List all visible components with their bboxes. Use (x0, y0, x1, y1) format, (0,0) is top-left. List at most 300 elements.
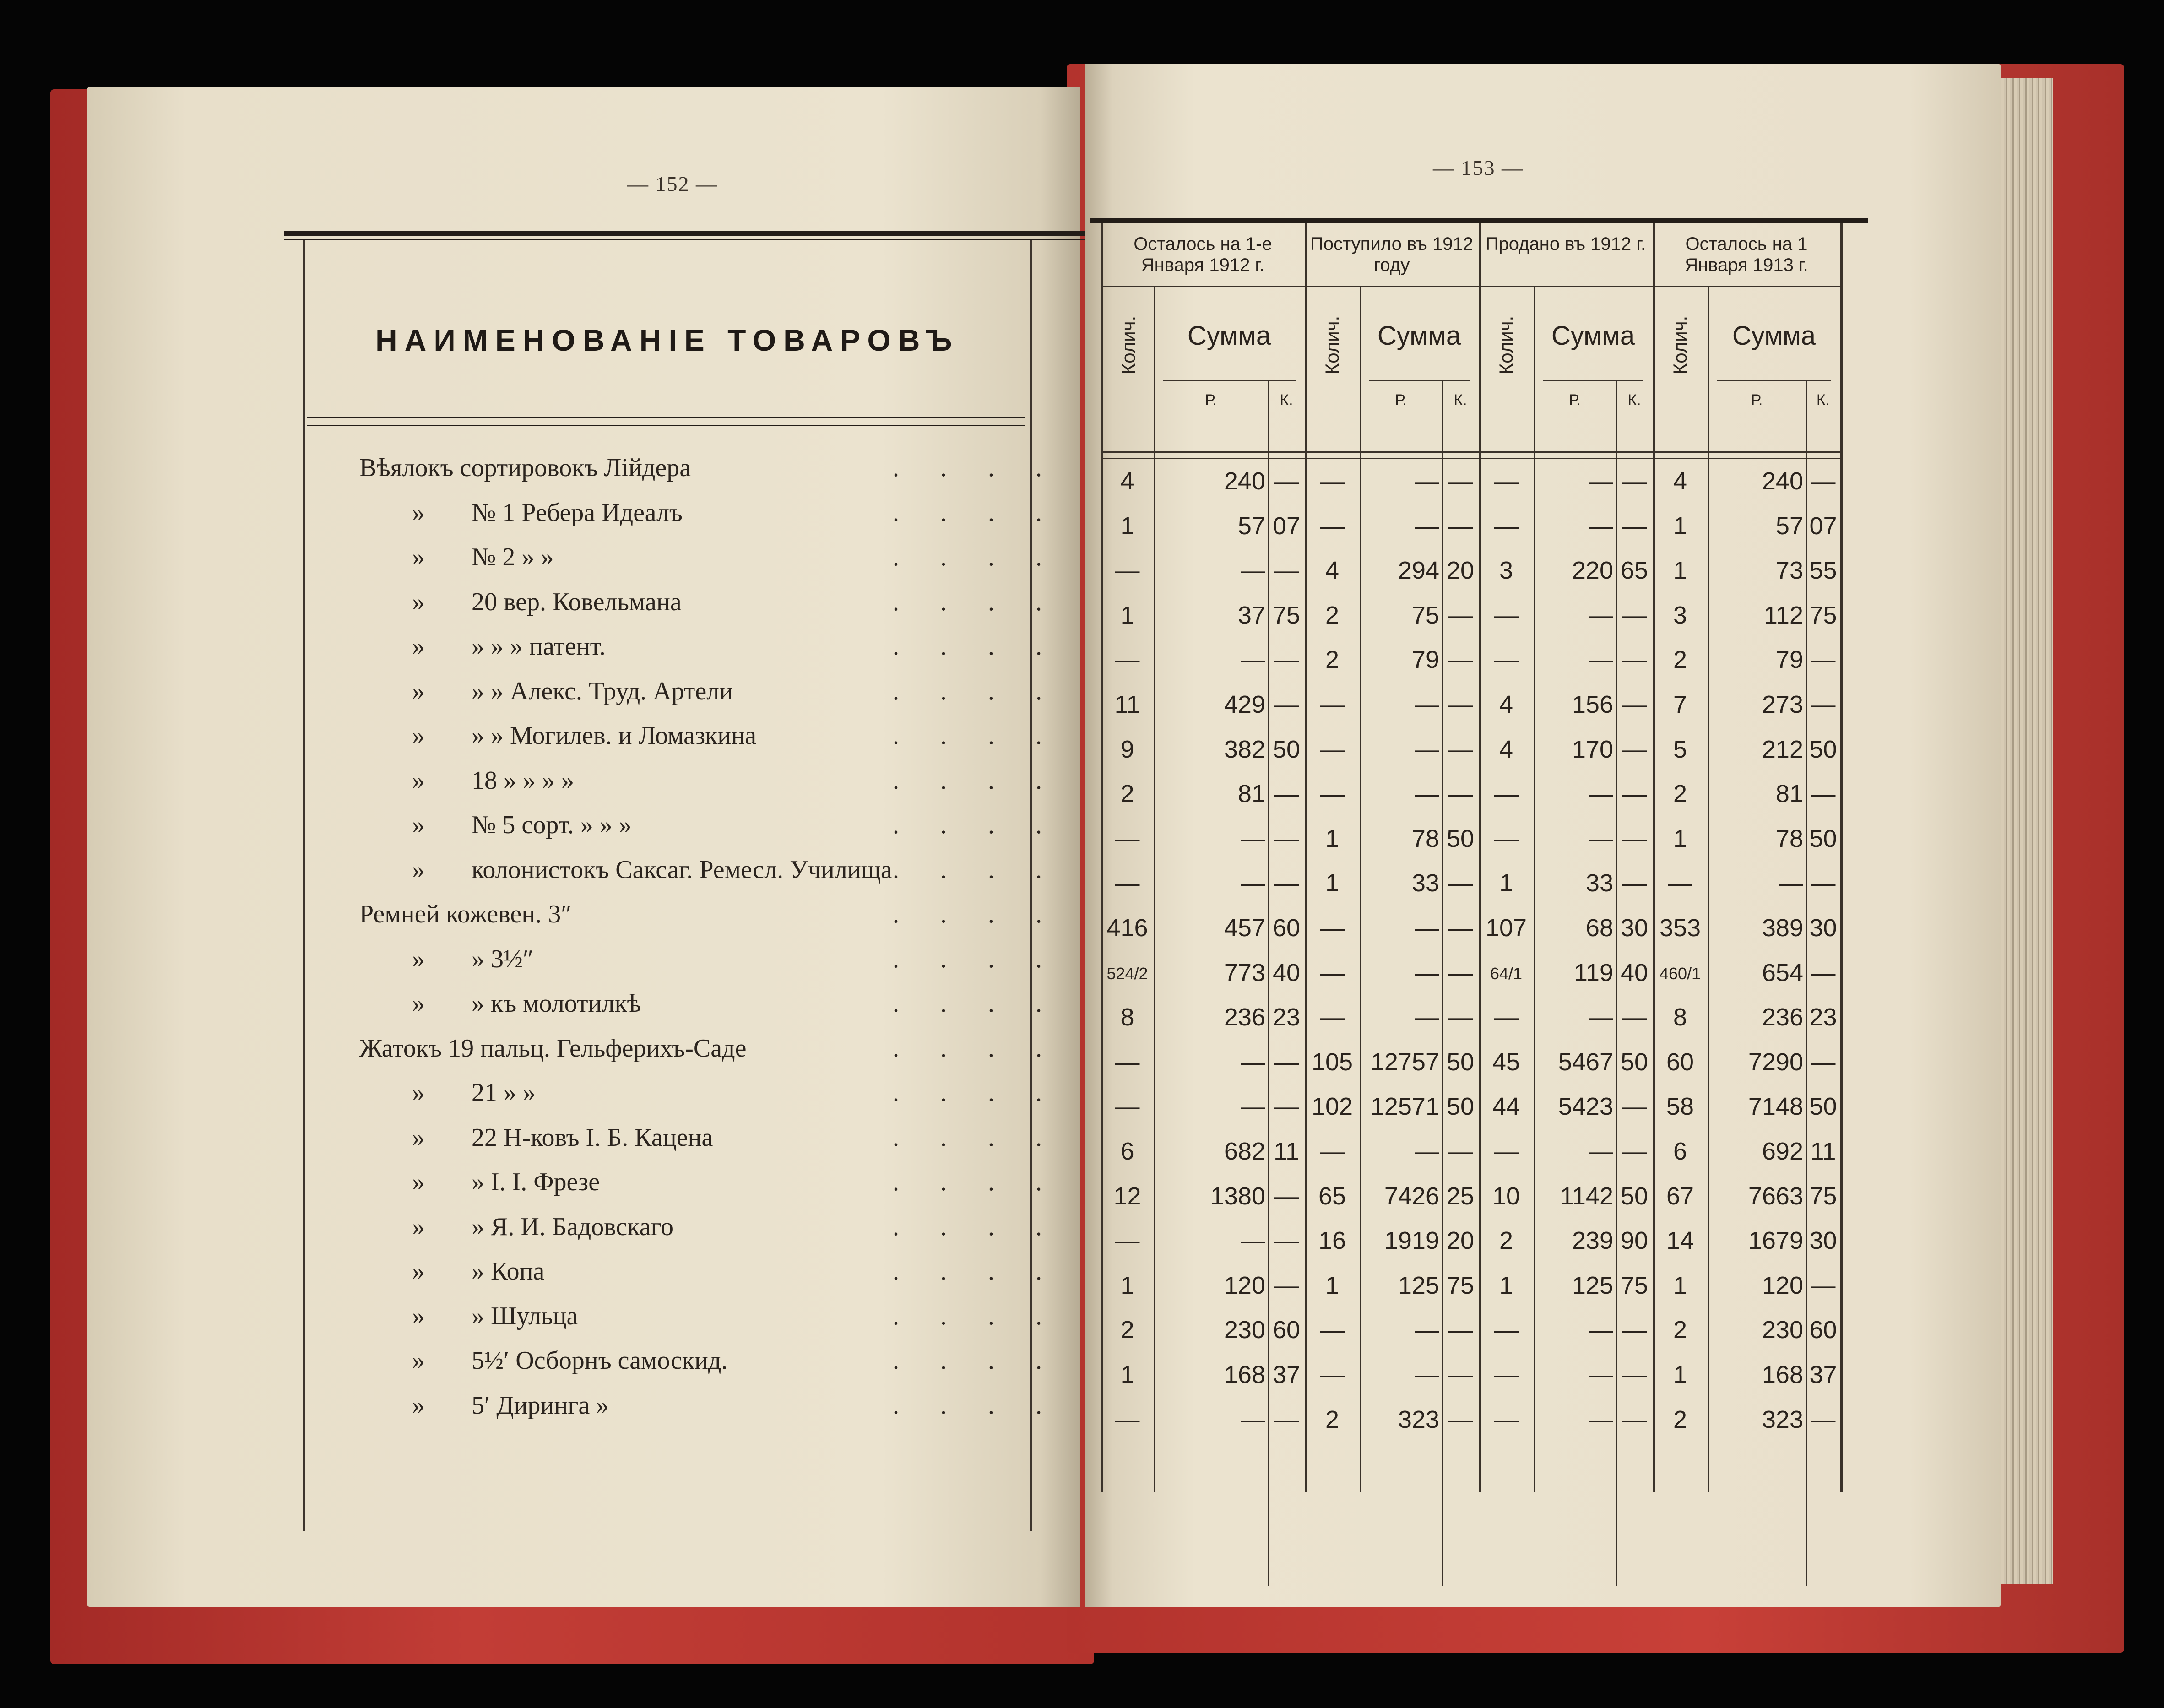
sum-kop-cell: 55 (1809, 557, 1837, 585)
sum-rub-cell: 79 (1775, 646, 1803, 674)
qty-cell: 1 (1120, 512, 1134, 540)
sum-rub-cell: — (1589, 467, 1613, 495)
sum-kop-cell: 37 (1809, 1361, 1837, 1388)
item-name: Жатокъ 19 пальц. Гельферихъ-Саде (359, 1034, 747, 1063)
qty-cell: — (1320, 1003, 1345, 1031)
qty-cell: 1 (1673, 824, 1687, 852)
qty-cell: 2 (1120, 1316, 1134, 1344)
sum-rub-cell: 78 (1775, 824, 1803, 852)
sum-rub-cell: — (1241, 1405, 1265, 1433)
qty-cell: 14 (1666, 1227, 1694, 1255)
qty-cell: — (1320, 959, 1345, 987)
qty-cell: — (1115, 1048, 1140, 1076)
sum-rub-cell: 168 (1224, 1361, 1265, 1388)
sum-kop-cell: 75 (1272, 601, 1301, 629)
qty-cell: 44 (1492, 1093, 1520, 1121)
leader-dots: . . . . (893, 855, 1059, 884)
sum-rub-cell: 220 (1572, 557, 1613, 585)
kop-header: К. (1280, 391, 1293, 409)
item-name: колонистокъ Саксаг. Ремесл. Училища (472, 855, 892, 884)
sum-rub-cell: 37 (1237, 601, 1265, 629)
sum-kop-cell: — (1622, 735, 1647, 763)
sum-kop-cell: — (1811, 1271, 1836, 1299)
sum-kop-cell: — (1448, 691, 1473, 718)
qty-cell: 58 (1666, 1093, 1694, 1121)
sum-kop-cell: 50 (1446, 1093, 1475, 1121)
header-bottom-line (1101, 451, 1840, 453)
sum-kop-cell: — (1622, 1405, 1647, 1433)
sum-kop-cell: — (1811, 780, 1836, 808)
sum-kop-cell: 50 (1620, 1182, 1649, 1210)
sum-rub-cell: 125 (1572, 1271, 1613, 1299)
sum-kop-cell: 75 (1446, 1271, 1475, 1299)
qty-cell: 64/1 (1490, 964, 1523, 983)
sum-rub-cell: 68 (1585, 914, 1613, 942)
qty-cell: 7 (1673, 691, 1687, 718)
sum-kop-cell: 60 (1272, 914, 1301, 942)
sum-kop-cell: 20 (1446, 557, 1475, 585)
leader-dots: . . . . (893, 1079, 1059, 1107)
ditto-mark: » (412, 587, 425, 616)
sum-rub-cell: 79 (1411, 646, 1439, 674)
qty-cell: — (1115, 557, 1140, 585)
sum-kop-cell: — (1448, 467, 1473, 495)
qty-cell: 1 (1120, 1361, 1134, 1388)
leader-dots: . . . . (893, 1168, 1059, 1196)
qty-cell: 1 (1673, 512, 1687, 540)
sum-kop-cell: — (1274, 1048, 1299, 1076)
qty-cell: — (1494, 1361, 1519, 1388)
qty-cell: — (1494, 512, 1519, 540)
sum-kop-cell: 07 (1809, 512, 1837, 540)
sum-kop-cell: 60 (1809, 1316, 1837, 1344)
sum-rub-cell: 212 (1762, 735, 1803, 763)
qty-cell: 1 (1673, 1271, 1687, 1299)
sum-rub-cell: 1380 (1210, 1182, 1265, 1210)
ditto-mark: » (412, 543, 425, 571)
qty-cell: 11 (1114, 691, 1140, 718)
sum-rub-cell: — (1415, 959, 1439, 987)
sum-kop-cell: — (1448, 601, 1473, 629)
column-line (1840, 223, 1843, 1492)
sum-rub-cell: — (1241, 646, 1265, 674)
sum-rub-cell: — (1415, 467, 1439, 495)
ditto-mark: » (412, 1079, 425, 1107)
leader-dots: . . . . (893, 1212, 1059, 1241)
qty-cell: 1 (1673, 557, 1687, 585)
qty-cell: — (1494, 780, 1519, 808)
sum-kop-cell: 75 (1809, 1182, 1837, 1210)
sum-kop-cell: 37 (1272, 1361, 1301, 1388)
item-name: 21 » » (472, 1079, 536, 1107)
sum-kop-cell: — (1274, 557, 1299, 585)
sum-rub-cell: — (1779, 869, 1803, 897)
header-rule-2 (307, 425, 1025, 426)
sum-rub-cell: 323 (1762, 1405, 1803, 1433)
sum-kop-cell: 30 (1809, 914, 1837, 942)
qty-cell: — (1494, 467, 1519, 495)
sum-kop-cell: — (1811, 869, 1836, 897)
leader-dots: . . . . (893, 900, 1059, 928)
sum-kop-cell: — (1274, 1093, 1299, 1121)
ditto-mark: » (412, 766, 425, 795)
ditto-mark: » (412, 1168, 425, 1196)
qty-cell: 2 (1673, 1316, 1687, 1344)
qty-cell: — (1115, 1227, 1140, 1255)
qty-header: Колич. (1117, 315, 1139, 375)
qty-cell: — (1115, 646, 1140, 674)
sum-rub-cell: 33 (1585, 869, 1613, 897)
qty-cell: 107 (1485, 914, 1527, 942)
sum-rub-cell: — (1241, 1093, 1265, 1121)
sum-kop-cell: — (1622, 1003, 1647, 1031)
qty-cell: 2 (1673, 780, 1687, 808)
leader-dots: . . . . (893, 1257, 1059, 1285)
qty-cell: — (1320, 512, 1345, 540)
sum-subline (1163, 380, 1296, 381)
item-name: » Шульца (472, 1301, 578, 1330)
qty-cell: — (1668, 869, 1692, 897)
sum-kop-cell: 30 (1620, 914, 1649, 942)
qty-cell: 1 (1325, 824, 1340, 852)
sum-rub-cell: 156 (1572, 691, 1613, 718)
sum-rub-cell: 7290 (1748, 1048, 1803, 1076)
qty-cell: 45 (1492, 1048, 1520, 1076)
sum-rub-cell: 119 (1573, 959, 1613, 987)
header-line (1101, 286, 1840, 287)
sum-rub-cell: — (1415, 914, 1439, 942)
sum-kop-cell: — (1622, 691, 1647, 718)
qty-cell: 1 (1325, 1271, 1340, 1299)
ditto-mark: » (412, 1212, 425, 1241)
sum-rub-cell: — (1241, 824, 1265, 852)
sum-rub-cell: 7426 (1384, 1182, 1439, 1210)
ditto-mark: » (412, 1391, 425, 1420)
sum-rub-cell: 240 (1762, 467, 1803, 495)
sum-kop-cell: — (1448, 646, 1473, 674)
sum-kop-cell: — (1811, 1048, 1836, 1076)
qty-cell: — (1494, 646, 1519, 674)
sum-rub-cell: 1919 (1384, 1227, 1439, 1255)
sum-rub-cell: — (1589, 512, 1613, 540)
top-rule (284, 231, 1140, 236)
qty-cell: 60 (1666, 1048, 1694, 1076)
sum-kop-cell: 07 (1272, 512, 1301, 540)
sum-rub-cell: 73 (1775, 557, 1803, 585)
sum-rub-cell: 1679 (1748, 1227, 1803, 1255)
sum-rub-cell: — (1415, 1316, 1439, 1344)
sum-rub-cell: 273 (1762, 691, 1803, 718)
qty-cell: 67 (1666, 1182, 1694, 1210)
ditto-mark: » (412, 855, 425, 884)
sum-kop-cell: 50 (1272, 735, 1301, 763)
ditto-mark: » (412, 1257, 425, 1285)
item-name: » І. І. Фрезе (472, 1168, 600, 1196)
item-name: 22 Н-ковъ І. Б. Кацена (472, 1123, 713, 1152)
qty-cell: — (1115, 824, 1140, 852)
qty-cell: — (1494, 1138, 1519, 1165)
sum-kop-cell: — (1448, 735, 1473, 763)
qty-cell: 2 (1673, 1405, 1687, 1433)
sum-kop-cell: 50 (1809, 824, 1837, 852)
group-header: Осталось на 1-е Января 1912 г. (1134, 234, 1272, 275)
sum-kop-cell: — (1274, 780, 1299, 808)
qty-cell: 4 (1673, 467, 1687, 495)
qty-cell: — (1494, 824, 1519, 852)
qty-cell: 1 (1120, 1271, 1134, 1299)
sum-kop-cell: 11 (1810, 1138, 1836, 1165)
leader-dots: . . . . (893, 632, 1059, 661)
qty-cell: 9 (1120, 735, 1134, 763)
sum-rub-cell: — (1589, 646, 1613, 674)
sum-rub-cell: 239 (1572, 1227, 1613, 1255)
sum-kop-cell: — (1274, 1405, 1299, 1433)
sum-kop-cell: — (1274, 691, 1299, 718)
sum-kop-cell: 50 (1620, 1048, 1649, 1076)
sum-rub-cell: 5467 (1558, 1048, 1613, 1076)
item-name: » » Могилев. и Ломазкина (472, 721, 757, 750)
qty-cell: — (1320, 780, 1345, 808)
leader-dots: . . . . (893, 1346, 1059, 1375)
sum-rub-cell: 7663 (1748, 1182, 1803, 1210)
ditto-mark: » (412, 677, 425, 705)
sum-rub-cell: — (1241, 557, 1265, 585)
qty-cell: 1 (1499, 869, 1513, 897)
sum-rub-cell: 81 (1775, 780, 1803, 808)
sum-kop-cell: — (1622, 780, 1647, 808)
sum-rub-cell: — (1589, 780, 1613, 808)
qty-cell: 1 (1120, 601, 1134, 629)
table-right-border (1030, 240, 1032, 1531)
sum-subline (1543, 380, 1643, 381)
sum-rub-cell: 236 (1762, 1003, 1803, 1031)
sum-kop-cell: 65 (1620, 557, 1649, 585)
qty-header: Колич. (1321, 315, 1343, 375)
rub-header: Р. (1395, 391, 1407, 409)
qty-cell: 416 (1106, 914, 1148, 942)
qty-header: Колич. (1669, 315, 1691, 375)
ditto-mark: » (412, 1123, 425, 1152)
sum-kop-cell: — (1622, 1361, 1647, 1388)
item-name: Вѣялокъ сортировокъ Лійдера (359, 454, 691, 482)
sum-kop-cell: — (1448, 1405, 1473, 1433)
qty-cell: 102 (1311, 1093, 1353, 1121)
sum-kop-cell: — (1622, 1138, 1647, 1165)
qty-header: Колич. (1495, 315, 1517, 375)
ditto-mark: » (412, 811, 425, 839)
item-name: № 5 сорт. » » » (472, 811, 632, 839)
qty-cell: 1 (1499, 1271, 1513, 1299)
qty-cell: 2 (1120, 780, 1134, 808)
sum-rub-cell: 230 (1762, 1316, 1803, 1344)
sum-kop-cell: — (1448, 780, 1473, 808)
sum-kop-cell: — (1274, 467, 1299, 495)
rub-header: Р. (1751, 391, 1763, 409)
item-name: » Копа (472, 1257, 545, 1285)
sum-kop-cell: — (1811, 691, 1836, 718)
sum-kop-cell: 75 (1809, 601, 1837, 629)
ditto-mark: » (412, 632, 425, 661)
sum-rub-cell: 294 (1398, 557, 1439, 585)
sum-kop-cell: 60 (1272, 1316, 1301, 1344)
sum-header: Сумма (1187, 321, 1271, 351)
sum-rub-cell: 57 (1775, 512, 1803, 540)
sum-subline (1369, 380, 1470, 381)
sum-rub-cell: — (1415, 1003, 1439, 1031)
column-line (1479, 223, 1481, 1492)
leader-dots: . . . . (893, 498, 1059, 527)
qty-cell: 4 (1120, 467, 1134, 495)
item-name: » » Алекс. Труд. Артели (472, 677, 733, 705)
qty-cell: — (1320, 735, 1345, 763)
page-number: — 152 — (627, 172, 718, 195)
sum-kop-cell: 25 (1446, 1182, 1475, 1210)
sum-rub-cell: 389 (1762, 914, 1803, 942)
sum-rub-cell: 12757 (1370, 1048, 1439, 1076)
sum-kop-cell: — (1448, 1316, 1473, 1344)
sum-rub-cell: 429 (1224, 691, 1265, 718)
leader-dots: . . . . (893, 811, 1059, 839)
qty-cell: 460/1 (1659, 964, 1701, 983)
kop-header: К. (1816, 391, 1830, 409)
sum-rub-cell: 236 (1224, 1003, 1265, 1031)
qty-cell: 353 (1659, 914, 1701, 942)
sum-kop-cell: — (1448, 914, 1473, 942)
leader-dots: . . . . (893, 989, 1059, 1018)
sum-kop-cell: 23 (1809, 1003, 1837, 1031)
leader-dots: . . . . (893, 543, 1059, 571)
sum-kop-cell: — (1448, 512, 1473, 540)
qty-cell: 4 (1499, 735, 1513, 763)
qty-cell: 65 (1318, 1182, 1346, 1210)
sum-rub-cell: 682 (1224, 1138, 1265, 1165)
leader-dots: . . . . (893, 677, 1059, 705)
leader-dots: . . . . (893, 766, 1059, 795)
sum-rub-cell: 12571 (1370, 1093, 1439, 1121)
qty-cell: 1 (1673, 1361, 1687, 1388)
qty-cell: 3 (1499, 557, 1513, 585)
sum-rub-cell: — (1589, 1138, 1613, 1165)
sum-kop-cell: — (1622, 824, 1647, 852)
sum-rub-cell: 457 (1224, 914, 1265, 942)
item-name: » 3½″ (472, 944, 534, 973)
leader-dots: . . . . (893, 1301, 1059, 1330)
column-line (1653, 223, 1655, 1492)
item-name: 18 » » » » (472, 766, 574, 795)
sum-kop-cell: — (1274, 869, 1299, 897)
kop-header: К. (1627, 391, 1641, 409)
ditto-mark: » (412, 498, 425, 527)
sum-kop-cell: — (1622, 601, 1647, 629)
qty-cell: 4 (1325, 557, 1340, 585)
sum-kop-cell: — (1811, 959, 1836, 987)
item-name: 5½′ Осборнъ самоскид. (472, 1346, 728, 1375)
item-name: » » » патент. (472, 632, 606, 661)
sum-kop-cell: — (1448, 959, 1473, 987)
group-header: Осталось на 1 Января 1913 г. (1685, 234, 1808, 275)
ditto-mark: » (412, 1346, 425, 1375)
sum-kop-cell: 50 (1809, 1093, 1837, 1121)
qty-cell: — (1115, 1405, 1140, 1433)
sum-kop-cell: — (1274, 646, 1299, 674)
sum-kop-cell: — (1274, 824, 1299, 852)
qty-cell: 4 (1499, 691, 1513, 718)
qty-cell: 2 (1325, 1405, 1340, 1433)
sum-kop-cell: — (1274, 1271, 1299, 1299)
group-header: Поступило въ 1912 году (1310, 234, 1473, 275)
qty-cell: — (1320, 1361, 1345, 1388)
sum-rub-cell: 382 (1224, 735, 1265, 763)
sum-kop-cell: 50 (1809, 735, 1837, 763)
qty-cell: 6 (1120, 1138, 1134, 1165)
qty-cell: 2 (1499, 1227, 1513, 1255)
rub-header: Р. (1205, 391, 1217, 409)
qty-cell: 10 (1492, 1182, 1520, 1210)
sum-rub-cell: 5423 (1558, 1093, 1613, 1121)
sum-rub-cell: — (1589, 1003, 1613, 1031)
sum-rub-cell: 240 (1224, 467, 1265, 495)
ditto-mark: » (412, 989, 425, 1018)
sum-rub-cell: — (1241, 1227, 1265, 1255)
qty-cell: — (1320, 467, 1345, 495)
qty-cell: 2 (1673, 646, 1687, 674)
top-rule (1090, 218, 1868, 223)
sum-rub-cell: 57 (1237, 512, 1265, 540)
table-left-border (303, 240, 305, 1531)
sum-rub-cell: — (1589, 824, 1613, 852)
ditto-mark: » (412, 1301, 425, 1330)
sum-rub-cell: — (1589, 1405, 1613, 1433)
sum-kop-cell: 23 (1272, 1003, 1301, 1031)
sum-rub-cell: — (1415, 1138, 1439, 1165)
sum-rub-cell: 692 (1762, 1138, 1803, 1165)
sum-kop-cell: 20 (1446, 1227, 1475, 1255)
sum-kop-cell: 30 (1809, 1227, 1837, 1255)
sum-rub-cell: 773 (1224, 959, 1265, 987)
item-name: № 2 » » (472, 543, 554, 571)
sum-rub-cell: 7148 (1748, 1093, 1803, 1121)
sum-rub-cell: — (1415, 1361, 1439, 1388)
sum-rub-cell: 33 (1411, 869, 1439, 897)
qty-cell: — (1115, 1093, 1140, 1121)
qty-cell: — (1494, 1316, 1519, 1344)
sum-kop-cell: — (1811, 1405, 1836, 1433)
sum-kop-cell: 90 (1620, 1227, 1649, 1255)
sum-kop-cell: — (1622, 646, 1647, 674)
sum-rub-cell: 125 (1398, 1271, 1439, 1299)
column-title: НАИМЕНОВАНІЕ ТОВАРОВЪ (375, 323, 960, 357)
rub-header: Р. (1569, 391, 1581, 409)
qty-cell: 2 (1325, 646, 1340, 674)
sum-rub-cell: — (1589, 1316, 1613, 1344)
leader-dots: . . . . (893, 1034, 1059, 1063)
sum-rub-cell: 1142 (1560, 1182, 1613, 1210)
sum-rub-cell: 120 (1224, 1271, 1265, 1299)
leader-dots: . . . . (893, 721, 1059, 750)
item-name: » къ молотилкѣ (472, 989, 641, 1018)
top-rule-thin (284, 239, 1140, 240)
sum-rub-cell: — (1589, 1361, 1613, 1388)
sum-kop-cell: 40 (1620, 959, 1649, 987)
sum-kop-cell: 40 (1272, 959, 1301, 987)
sum-rub-cell: 81 (1237, 780, 1265, 808)
sum-rub-cell: 168 (1762, 1361, 1803, 1388)
sum-header: Сумма (1732, 321, 1816, 351)
sum-kop-cell: — (1811, 467, 1836, 495)
sum-rub-cell: 78 (1411, 824, 1439, 852)
qty-cell: — (1494, 1003, 1519, 1031)
qty-cell: 16 (1318, 1227, 1346, 1255)
